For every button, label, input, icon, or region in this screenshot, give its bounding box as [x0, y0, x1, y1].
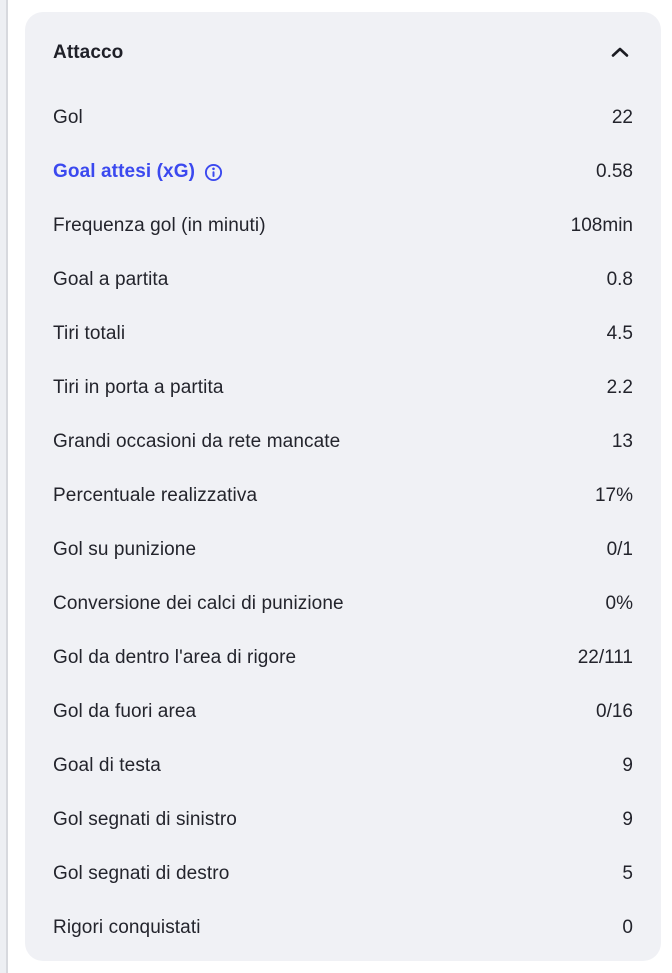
stat-row — [53, 91, 633, 145]
stat-row — [53, 523, 633, 577]
stat-label-wrap — [53, 485, 257, 507]
stat-label: Gol da dentro l'area di rigore — [53, 647, 297, 668]
chevron-up-icon[interactable] — [607, 40, 633, 66]
stat-value: 0/1 — [606, 539, 633, 560]
stat-row — [53, 631, 633, 685]
stat-row — [53, 469, 633, 523]
stat-label: Gol segnati di sinistro — [53, 809, 237, 830]
stat-label: Conversione dei calci di punizione — [53, 593, 344, 614]
stat-row — [53, 577, 633, 631]
stat-label: Gol da fuori area — [53, 701, 197, 722]
info-icon[interactable] — [204, 163, 223, 182]
attack-stats-card — [25, 12, 661, 961]
stat-label: Goal a partita — [53, 269, 169, 290]
stat-value: 2.2 — [606, 377, 633, 398]
stat-label: Percentuale realizzativa — [53, 485, 258, 506]
stat-row — [53, 793, 633, 847]
stat-value: 5 — [622, 863, 633, 884]
stat-row — [53, 361, 633, 415]
stat-label: Rigori conquistati — [53, 917, 201, 938]
stat-label-wrap — [53, 215, 266, 237]
stat-label: Goal attesi (xG) — [53, 161, 196, 182]
stat-label: Tiri in porta a partita — [53, 377, 224, 398]
stat-row — [53, 253, 633, 307]
stat-row[interactable] — [53, 145, 633, 199]
stat-row — [53, 199, 633, 253]
stat-value: 22/111 — [577, 647, 633, 668]
stat-value: 0% — [605, 593, 633, 614]
section-title: Attacco — [53, 42, 124, 63]
stat-label-wrap — [53, 863, 229, 885]
stat-label-wrap — [53, 917, 201, 939]
stat-value: 0/16 — [596, 701, 633, 722]
stat-value: 4.5 — [606, 323, 633, 344]
stat-label: Tiri totali — [53, 323, 126, 344]
stat-label: Grandi occasioni da rete mancate — [53, 431, 341, 452]
stat-label: Gol — [53, 107, 83, 128]
stat-label-wrap — [53, 323, 125, 345]
stat-label-wrap — [53, 269, 168, 291]
stat-value: 9 — [622, 755, 633, 776]
section-header-attacco[interactable] — [53, 42, 633, 64]
stat-row — [53, 307, 633, 361]
stat-row — [53, 847, 633, 901]
stat-row — [53, 739, 633, 793]
stat-label-wrap — [53, 377, 224, 399]
stats-list — [53, 91, 633, 955]
stat-label: Goal di testa — [53, 755, 161, 776]
stat-label-wrap — [53, 647, 296, 669]
stat-label: Gol su punizione — [53, 539, 197, 560]
stat-value: 0 — [622, 917, 633, 938]
stat-value: 0.8 — [606, 269, 633, 290]
stat-value: 17% — [594, 485, 633, 506]
stat-value: 0.58 — [596, 161, 633, 182]
stat-row — [53, 415, 633, 469]
stat-label-wrap — [53, 593, 344, 615]
stat-label-wrap — [53, 809, 237, 831]
stat-label-wrap — [53, 161, 223, 183]
stat-row — [53, 901, 633, 955]
left-panel-edge — [0, 0, 8, 973]
stat-value: 13 — [611, 431, 633, 452]
stat-label-wrap — [53, 107, 83, 129]
stat-value: 108min — [570, 215, 633, 236]
stat-row — [53, 685, 633, 739]
stat-label-wrap — [53, 755, 161, 777]
stat-label: Frequenza gol (in minuti) — [53, 215, 266, 236]
stat-label-wrap — [53, 431, 340, 453]
stat-value: 9 — [622, 809, 633, 830]
stat-label: Gol segnati di destro — [53, 863, 230, 884]
stat-label-wrap — [53, 701, 196, 723]
stat-value: 22 — [611, 107, 633, 128]
stat-label-wrap — [53, 539, 196, 561]
